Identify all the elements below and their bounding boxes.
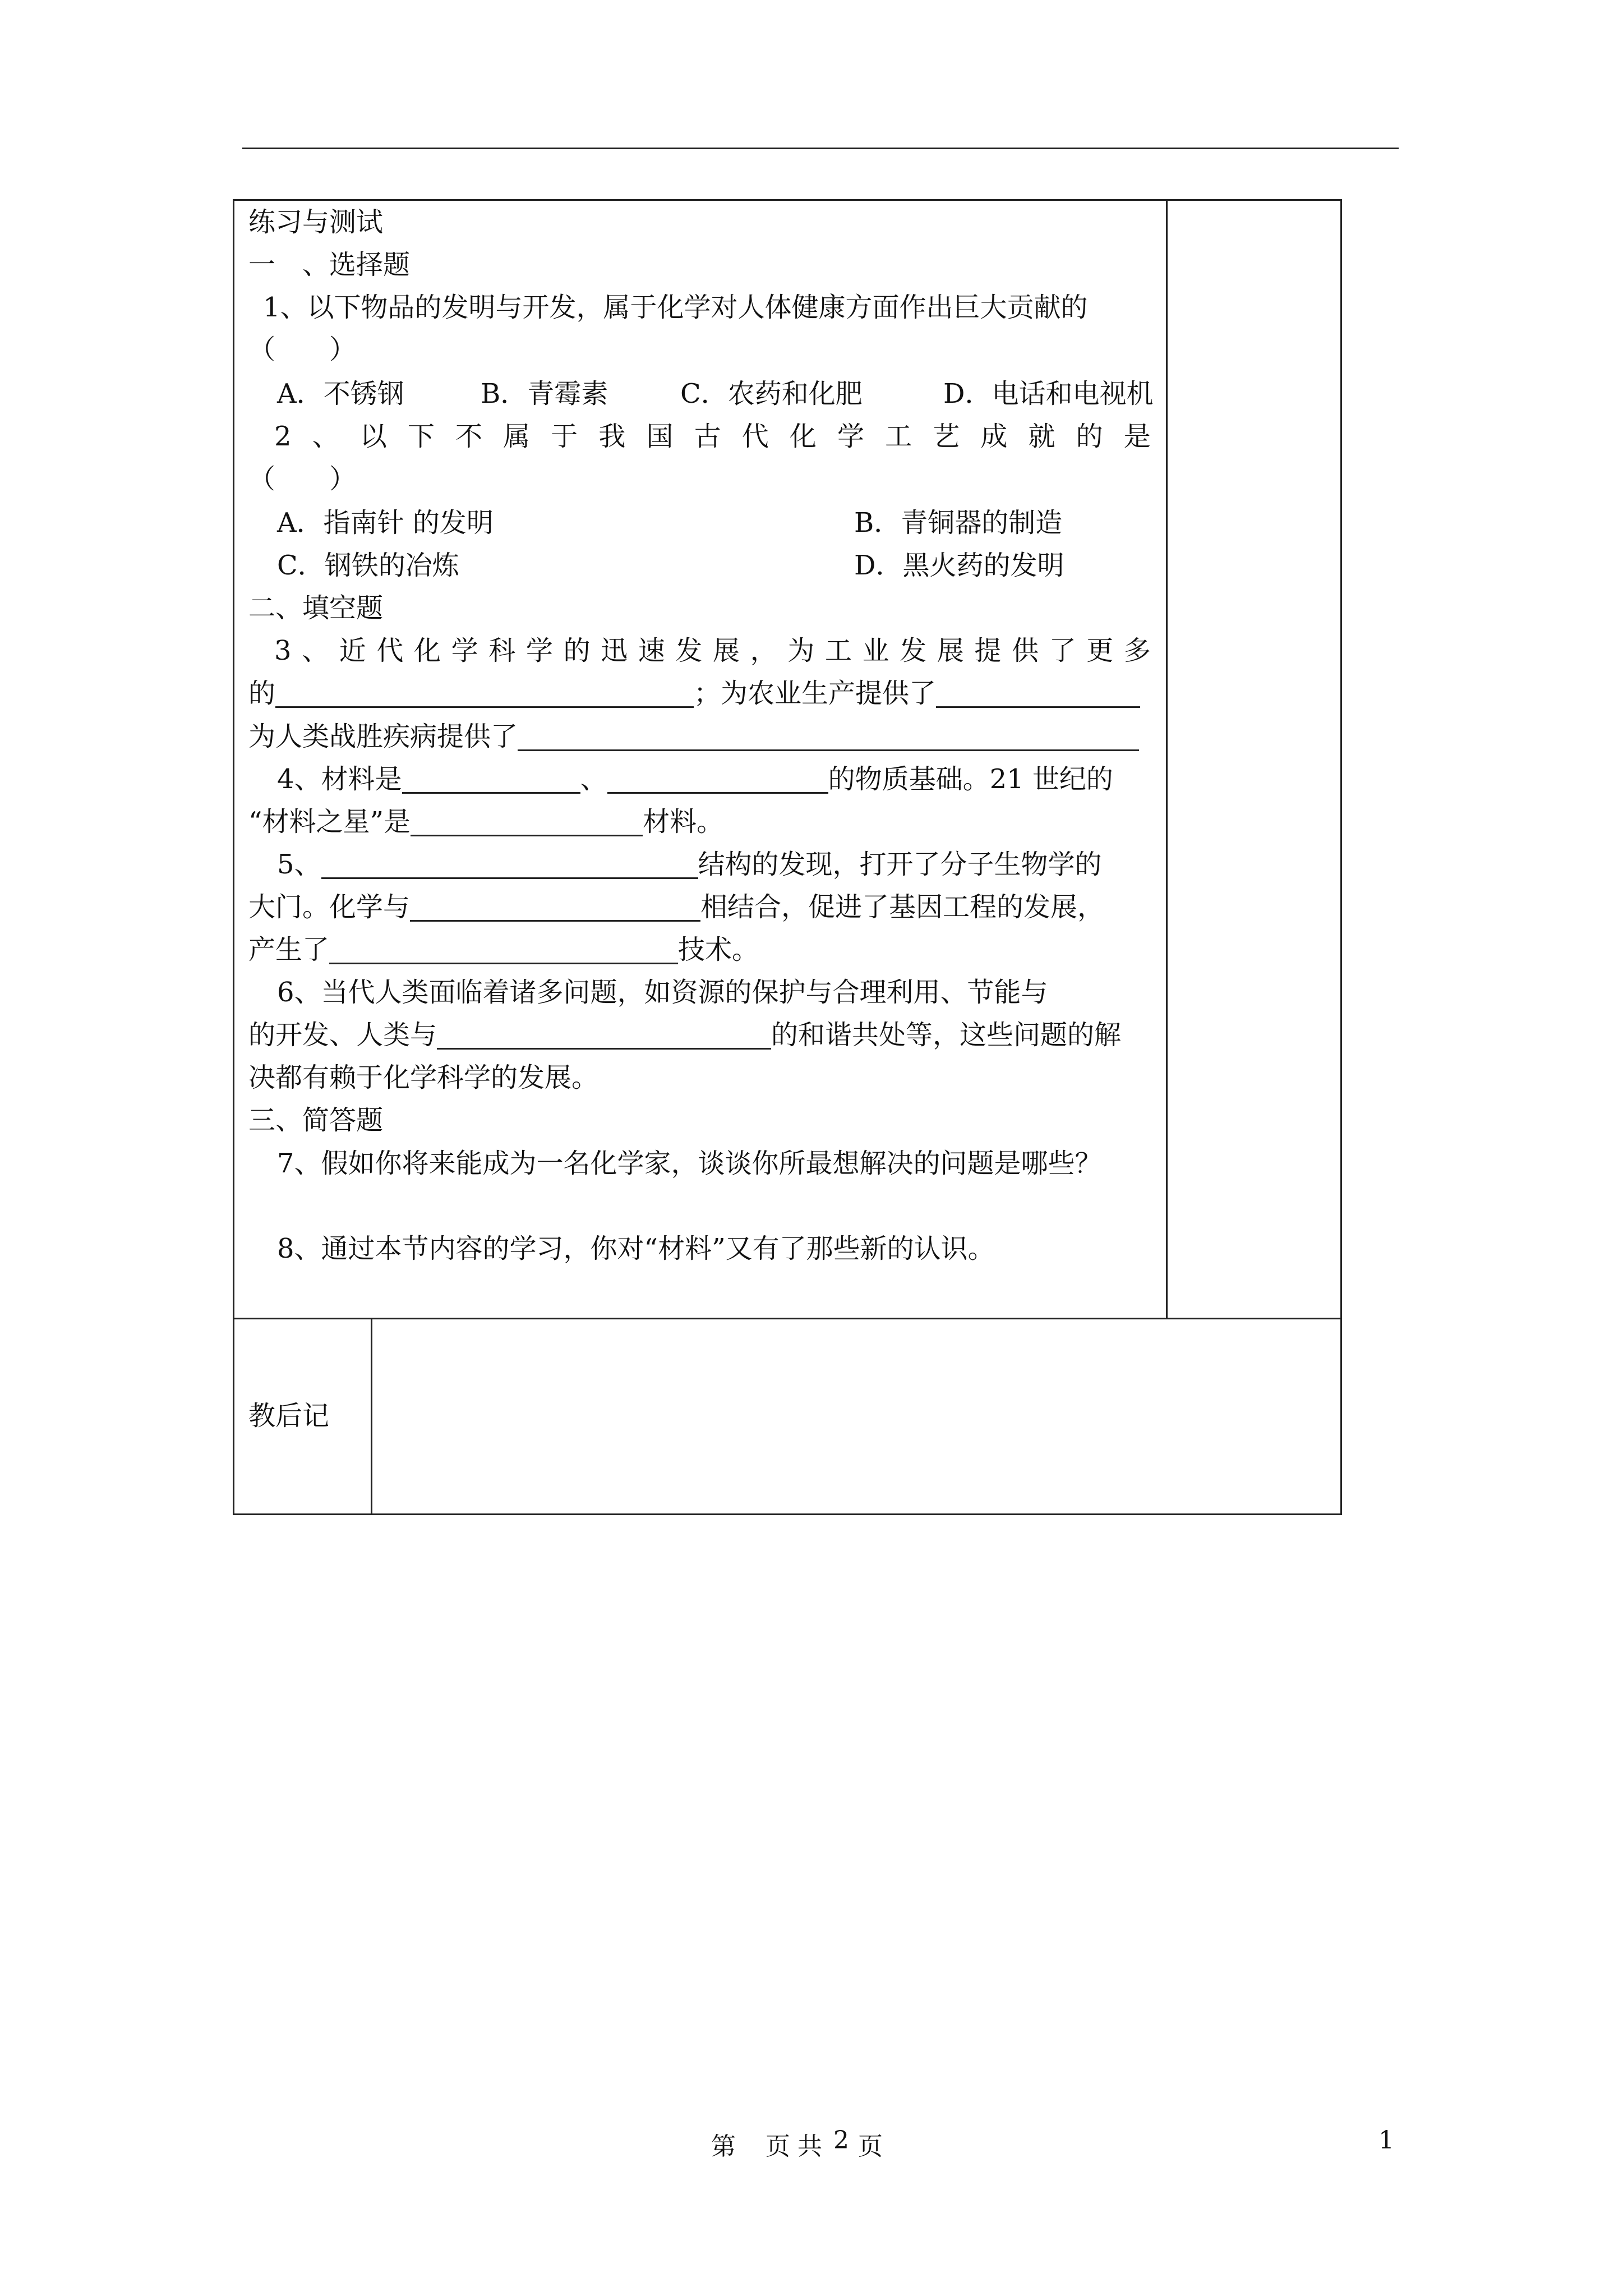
question-6-line-2: 的开发、人类与 的和谐共处等，这些问题的解	[248, 1019, 1122, 1051]
answer-blank[interactable]	[518, 723, 1139, 751]
question-2-option-c: C．钢铁的冶炼	[277, 550, 459, 581]
part3-title: 三、简答题	[248, 1105, 384, 1136]
question-8-text: 8、通过本节内容的学习，你对“材料”又有了那些新的认识。	[277, 1233, 995, 1264]
part2-title: 二、填空题	[248, 592, 384, 624]
answer-blank[interactable]	[411, 808, 643, 836]
answer-blank[interactable]	[936, 679, 1140, 708]
footer-total-pages: 2	[833, 2126, 849, 2155]
question-3-line-3: 为人类战胜疾病提供了	[248, 722, 1139, 751]
question-7-text: 7、假如你将来能成为一名化学家，谈谈你所最想解决的问题是哪些？	[277, 1148, 1102, 1179]
question-2-option-b: B．青铜器的制造	[854, 507, 1063, 539]
answer-blank[interactable]	[410, 893, 700, 922]
table-divider-row	[233, 1318, 1342, 1319]
answer-blank[interactable]	[329, 936, 678, 964]
question-6-line-3: 决都有赖于化学科学的发展。	[248, 1062, 599, 1093]
answer-blank[interactable]	[321, 850, 698, 879]
question-1-text: 1、以下物品的发明与开发，属于化学对人体健康方面作出巨大贡献的	[263, 292, 1088, 323]
notes-label: 教后记	[248, 1400, 330, 1432]
footer-ye: 页	[766, 2132, 790, 2161]
part1-title: 一 、选择题	[248, 249, 411, 280]
answer-blank[interactable]	[437, 1021, 771, 1050]
question-2-option-d: D．黑火药的发明	[854, 550, 1064, 581]
question-2-paren: （ ）	[248, 463, 357, 495]
question-5-line-2: 大门。化学与 相结合，促进了基因工程的发展，	[248, 891, 1105, 923]
question-3-line-1: 3 、 近 代 化 学 科 学 的 迅 速 发 展 ， 为 工 业 发 展 提 供 了 更 多	[274, 635, 1151, 666]
header-rule	[242, 148, 1399, 149]
question-1-option-c: C．农药和化肥	[680, 378, 863, 409]
question-3-line-2: 的 ；为农业生产提供了	[248, 679, 1140, 708]
question-4-line-1: 4、材料是 、 的物质基础。21 世纪的	[277, 763, 1113, 795]
question-1-option-d: D．电话和电视机	[943, 378, 1154, 409]
question-1-option-b: B．青霉素	[481, 378, 608, 409]
question-2-option-a: A．指南针 的发明	[277, 507, 494, 539]
answer-blank[interactable]	[402, 765, 580, 794]
footer-gong: 共	[797, 2132, 822, 2161]
question-1-option-a: A．不锈钢	[277, 378, 404, 409]
question-6-line-1: 6、当代人类面临着诸多问题，如资源的保护与合理利用、节能与	[277, 977, 1048, 1008]
question-1-paren: （ ）	[248, 334, 357, 365]
table-divider-notes-label	[371, 1318, 372, 1515]
answer-blank[interactable]	[275, 679, 694, 708]
question-5-line-1: 5、 结构的发现，打开了分子生物学的	[277, 849, 1102, 880]
page-number: 1	[1378, 2126, 1394, 2155]
section-title: 练习与测试	[248, 206, 384, 238]
table-divider-right-column	[1166, 199, 1168, 1319]
answer-blank[interactable]	[607, 765, 828, 794]
question-4-line-2: “材料之星”是 材料。	[248, 806, 724, 838]
footer-di: 第	[711, 2132, 736, 2161]
footer-ye2: 页	[858, 2132, 883, 2161]
question-5-line-3: 产生了 技术。	[248, 934, 759, 965]
question-2-text: 2 、 以 下 不 属 于 我 国 古 代 化 学 工 艺 成 就 的 是	[274, 421, 1151, 452]
